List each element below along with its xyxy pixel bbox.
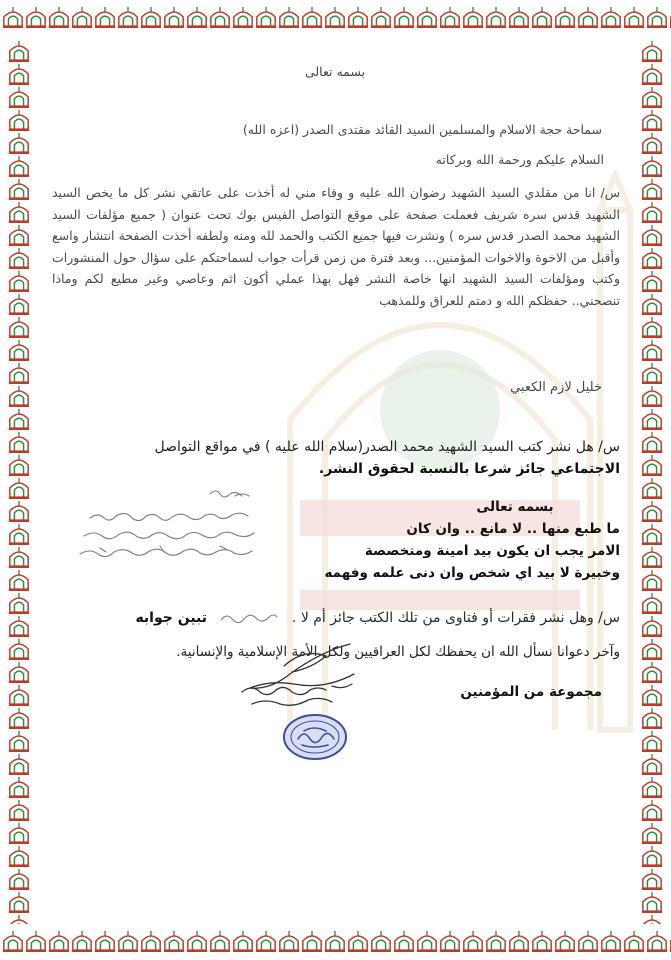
border-tile xyxy=(348,931,368,952)
border-tile xyxy=(9,64,29,85)
border-tile xyxy=(578,7,598,28)
border-tile xyxy=(9,133,29,154)
border-bottom xyxy=(0,924,671,960)
border-tile xyxy=(210,931,230,952)
border-tile xyxy=(394,7,414,28)
border-tile xyxy=(642,915,662,924)
border-tile xyxy=(642,892,662,913)
border-tile xyxy=(9,869,29,890)
border-tile xyxy=(642,869,662,890)
border-tile xyxy=(555,7,575,28)
border-tile xyxy=(532,7,552,28)
border-tile xyxy=(463,931,483,952)
border-tile xyxy=(417,931,437,952)
border-tile xyxy=(509,931,529,952)
border-tile xyxy=(9,823,29,844)
border-tile xyxy=(256,7,276,28)
border-tile xyxy=(601,931,621,952)
border-tile xyxy=(9,639,29,660)
border-tile xyxy=(187,931,207,952)
handwritten-signature xyxy=(232,630,382,710)
ink-stamp-seal xyxy=(282,713,348,761)
border-tile xyxy=(371,931,391,952)
border-tile xyxy=(578,931,598,952)
border-tile xyxy=(141,931,161,952)
border-tile xyxy=(642,110,662,131)
answer-heading: بسمه تعالى xyxy=(476,499,554,515)
border-tile xyxy=(9,363,29,384)
border-tile xyxy=(486,7,506,28)
border-tile xyxy=(187,7,207,28)
border-tile xyxy=(601,7,621,28)
border-tile xyxy=(642,41,662,62)
question-1 xyxy=(50,436,620,480)
border-tile xyxy=(164,7,184,28)
answer-line-3: وخبيرة لا بيد اي شخص وان دنى علمه وفهمه xyxy=(324,565,620,581)
question-2-suffix: تبين جوابه xyxy=(135,610,208,626)
greeting-line: السلام عليكم ورحمة الله وبركاته xyxy=(435,152,604,167)
border-tile xyxy=(95,7,115,28)
border-tile xyxy=(440,931,460,952)
question-1-line-2: الاجتماعي جائز شرعا بالنسبة لحقوق النشر. xyxy=(318,461,620,477)
border-tile xyxy=(233,931,253,952)
border-tile xyxy=(463,7,483,28)
border-tile xyxy=(642,846,662,867)
border-tile xyxy=(9,593,29,614)
border-tile xyxy=(348,7,368,28)
border-tile xyxy=(9,777,29,798)
border-tile xyxy=(9,156,29,177)
question-body-paragraph: س/ انا من مقلدي السيد الشهيد رضوان الله عليه و وفاء مني له أخذت على عاتقي نشر كل ما يخص السيد الشهيد قدس سره شريف فعملت صفحة على موقع التواصل الفيس بوك تحت عنوان ( جميع مؤلفات السيد الشهيد محمد الصدر قدس سره ) ونشرت فيها جميع الكتب والحمد لله ومنه ولطفه أخذت الصفحة انتشار واسع وأقبل من الاخوة والاخوات المؤمنين... وبعد فترة من زمن قرأت جواب لسماحتكم على سؤال حول المنشورات وكتب ومؤلفات السيد الشهيد انها خاصة النشر فهل بهذا عملي أكون اثم وعاصي وغير مطيع لكم وماذا تنصحني.. حفظكم الله و دمتم للعراق وللمذهب xyxy=(52,185,620,308)
typed-answer xyxy=(320,496,620,584)
border-tile xyxy=(486,931,506,952)
border-tile xyxy=(555,931,575,952)
border-tile xyxy=(26,7,46,28)
border-tile xyxy=(49,7,69,28)
border-tile xyxy=(9,570,29,591)
question-2-text: س/ وهل نشر فقرات أو فتاوى من تلك الكتب جائز أم لا . xyxy=(291,610,620,626)
border-tile xyxy=(642,777,662,798)
border-tile xyxy=(325,931,345,952)
border-tile xyxy=(642,823,662,844)
border-tile xyxy=(9,478,29,499)
border-tile xyxy=(9,179,29,200)
border-tile xyxy=(647,7,667,28)
border-tile xyxy=(164,931,184,952)
border-tile xyxy=(9,386,29,407)
signatory-group: مجموعة من المؤمنين xyxy=(460,684,602,700)
border-tile xyxy=(9,547,29,568)
border-tile xyxy=(9,271,29,292)
border-tile xyxy=(9,225,29,246)
page-title: بسمه تعالى xyxy=(304,64,366,79)
border-tile xyxy=(9,455,29,476)
border-tile xyxy=(642,754,662,775)
author-name: خليل لازم الكعبي xyxy=(510,380,602,395)
border-tile xyxy=(9,87,29,108)
border-tile xyxy=(72,931,92,952)
border-tile xyxy=(9,731,29,752)
border-tile xyxy=(9,317,29,338)
handwritten-inline-answer xyxy=(217,610,281,626)
border-tile xyxy=(302,7,322,28)
border-tile xyxy=(72,7,92,28)
border-tile xyxy=(417,7,437,28)
border-tile xyxy=(256,931,276,952)
letter-content xyxy=(50,50,620,910)
addressee-line: سماحة حجة الاسلام والمسلمين السيد القائد مقتدى الصدر (اعزه الله) xyxy=(242,122,602,137)
border-tile xyxy=(233,7,253,28)
border-tile xyxy=(532,931,552,952)
border-tile xyxy=(302,931,322,952)
border-tile xyxy=(642,64,662,85)
border-tile xyxy=(394,931,414,952)
border-tile xyxy=(624,931,644,952)
border-tile xyxy=(647,931,667,952)
border-tile xyxy=(9,685,29,706)
border-tile xyxy=(210,7,230,28)
border-tile xyxy=(26,931,46,952)
border-tile xyxy=(118,931,138,952)
border-tile xyxy=(325,7,345,28)
border-tile xyxy=(279,7,299,28)
border-left xyxy=(0,36,38,924)
border-tile xyxy=(9,662,29,683)
border-tile xyxy=(9,110,29,131)
border-tile xyxy=(9,616,29,637)
border-tile xyxy=(9,294,29,315)
border-tile xyxy=(9,524,29,545)
border-tile xyxy=(3,7,23,28)
border-tile xyxy=(9,708,29,729)
question-2 xyxy=(50,610,620,626)
border-tile xyxy=(118,7,138,28)
border-tile xyxy=(642,133,662,154)
question-1-line-1: س/ هل نشر كتب السيد الشهيد محمد الصدر(سلام الله عليه ) في مواقع التواصل xyxy=(154,439,620,455)
border-tile xyxy=(3,931,23,952)
answer-line-1: ما طبع منها .. لا مانع .. وان كان xyxy=(406,521,620,537)
border-tile xyxy=(9,800,29,821)
border-tile xyxy=(642,800,662,821)
border-tile xyxy=(9,501,29,522)
border-tile xyxy=(9,248,29,269)
border-tile xyxy=(9,41,29,62)
handwritten-answer xyxy=(70,486,280,626)
border-tile xyxy=(49,931,69,952)
border-tile xyxy=(9,202,29,223)
border-tile xyxy=(9,846,29,867)
border-tile xyxy=(9,432,29,453)
border-tile xyxy=(279,931,299,952)
closing-line: وآخر دعوانا نسأل الله ان يحفظك لكل العراقيين ولكل الأمة الإسلامية والإنسانية. xyxy=(176,644,620,660)
border-tile xyxy=(9,892,29,913)
border-tile xyxy=(624,7,644,28)
border-tile xyxy=(9,409,29,430)
border-top xyxy=(0,0,671,36)
border-tile xyxy=(9,340,29,361)
border-tile xyxy=(440,7,460,28)
border-tile xyxy=(509,7,529,28)
border-tile xyxy=(141,7,161,28)
border-tile xyxy=(95,931,115,952)
border-tile xyxy=(642,87,662,108)
border-tile xyxy=(9,754,29,775)
border-tile xyxy=(9,915,29,924)
answer-line-2: الامر يجب ان يكون بيد امينة ومتخصصة xyxy=(364,543,620,559)
border-tile xyxy=(371,7,391,28)
